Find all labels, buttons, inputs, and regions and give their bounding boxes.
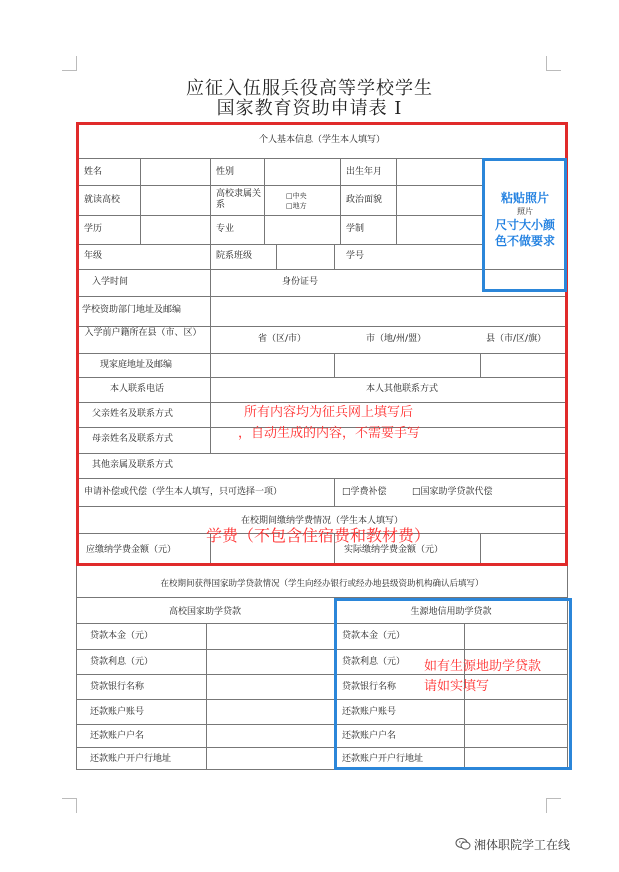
loan-right-row-principal: 贷款本金（元） xyxy=(342,631,406,641)
label-birth: 出生年月 xyxy=(346,167,383,177)
label-id-number: 身份证号 xyxy=(282,277,319,287)
auto-fill-note-line1: 所有内容均为征兵网上填写后 xyxy=(244,405,414,420)
label-school: 就读高校 xyxy=(84,195,121,205)
label-political: 政治面貌 xyxy=(346,195,383,205)
label-department: 院系班级 xyxy=(216,251,253,261)
label-home-address: 现家庭地址及邮编 xyxy=(100,360,173,370)
label-enroll-date: 入学时间 xyxy=(92,277,129,287)
loan-left-row-bank-address: 还款账户开户行地址 xyxy=(90,754,172,764)
label-tuition-due: 应缴纳学费金额（元） xyxy=(86,545,177,555)
loan-left-row-interest: 贷款利息（元） xyxy=(90,657,154,667)
affiliation-option-local[interactable]: □地方 xyxy=(286,202,307,210)
auto-fill-note-line2: ，自动生成的内容，不需要手写 xyxy=(238,426,421,441)
option-loan-repayment[interactable]: □国家助学贷款代偿 xyxy=(412,487,493,497)
option-tuition-compensation[interactable]: □学费补偿 xyxy=(342,487,387,497)
section-header-tuition: 在校期间缴纳学费情况（学生本人填写） xyxy=(240,516,403,526)
wechat-icon xyxy=(455,836,471,852)
form-title-line1: 应征入伍服兵役高等学校学生 xyxy=(186,78,433,99)
label-mother: 母亲姓名及联系方式 xyxy=(92,434,174,444)
label-grade: 年级 xyxy=(84,251,103,261)
tuition-note: 学费（不包含住宿费和教材费） xyxy=(206,526,431,545)
photo-note xyxy=(486,190,564,249)
loan-left-row-principal: 贷款本金（元） xyxy=(90,631,154,641)
label-other-contact: 本人其他联系方式 xyxy=(366,384,439,394)
label-aid-office: 学校资助部门地址及邮编 xyxy=(82,305,182,315)
affiliation-option-central[interactable]: □中央 xyxy=(286,192,307,200)
crop-mark-top-left xyxy=(62,56,77,71)
loan-header-local: 生源地信用助学贷款 xyxy=(410,607,492,617)
label-city: 市（地/州/盟） xyxy=(366,334,427,344)
label-county: 县（市/区/旗） xyxy=(486,334,547,344)
loan-left-row-account-no: 还款账户账号 xyxy=(90,707,145,717)
form-title-line2: 国家教育资助申请表 I xyxy=(216,98,403,119)
loan-right-row-bank-address: 还款账户开户行地址 xyxy=(342,754,424,764)
photo-note-sub: 照片 xyxy=(517,207,533,216)
label-duration: 学制 xyxy=(346,224,365,234)
local-loan-note-line2: 请如实填写 xyxy=(424,679,490,694)
loan-right-row-account-name: 还款账户户名 xyxy=(342,731,397,741)
loan-left-row-account-name: 还款账户户名 xyxy=(90,731,145,741)
loan-header-school: 高校国家助学贷款 xyxy=(168,607,241,617)
label-relatives: 其他亲属及联系方式 xyxy=(92,460,174,470)
local-loan-note-line1: 如有生源地助学贷款 xyxy=(424,659,542,674)
label-major: 专业 xyxy=(216,224,235,234)
section-header-loans: 在校期间获得国家助学贷款情况（学生向经办银行或经办地县级资助机构确认后填写） xyxy=(160,579,484,589)
crop-mark-bottom-right xyxy=(546,798,561,813)
loan-left-row-bank: 贷款银行名称 xyxy=(90,682,145,692)
loan-right-row-interest: 贷款利息（元） xyxy=(342,657,406,667)
photo-note-line3: 尺寸大小颜 xyxy=(494,218,555,232)
label-tuition-paid: 实际缴纳学费金额（元） xyxy=(344,545,444,555)
photo-note-title: 粘贴照片 xyxy=(500,191,549,205)
label-father: 父亲姓名及联系方式 xyxy=(92,409,174,419)
label-hukou: 入学前户籍所在县（市、区） xyxy=(84,328,202,338)
watermark-text: 湘体职院学工在线 xyxy=(474,838,571,852)
label-education: 学历 xyxy=(84,224,103,234)
label-name: 姓名 xyxy=(84,167,103,177)
label-student-id: 学号 xyxy=(346,251,365,261)
photo-note-line4: 色不做要求 xyxy=(494,234,555,248)
loan-right-row-account-no: 还款账户账号 xyxy=(342,707,397,717)
section-header-personal: 个人基本信息（学生本人填写） xyxy=(258,135,385,145)
loan-right-row-bank: 贷款银行名称 xyxy=(342,682,397,692)
crop-mark-top-right xyxy=(546,56,561,71)
label-phone: 本人联系电话 xyxy=(110,384,165,394)
label-apply-type: 申请补偿或代偿（学生本人填写，只可选择一项） xyxy=(84,487,283,497)
label-affiliation: 高校隶属关系 xyxy=(216,189,262,210)
label-gender: 性别 xyxy=(216,167,235,177)
label-province: 省（区/市） xyxy=(258,334,307,344)
crop-mark-bottom-left xyxy=(62,798,77,813)
